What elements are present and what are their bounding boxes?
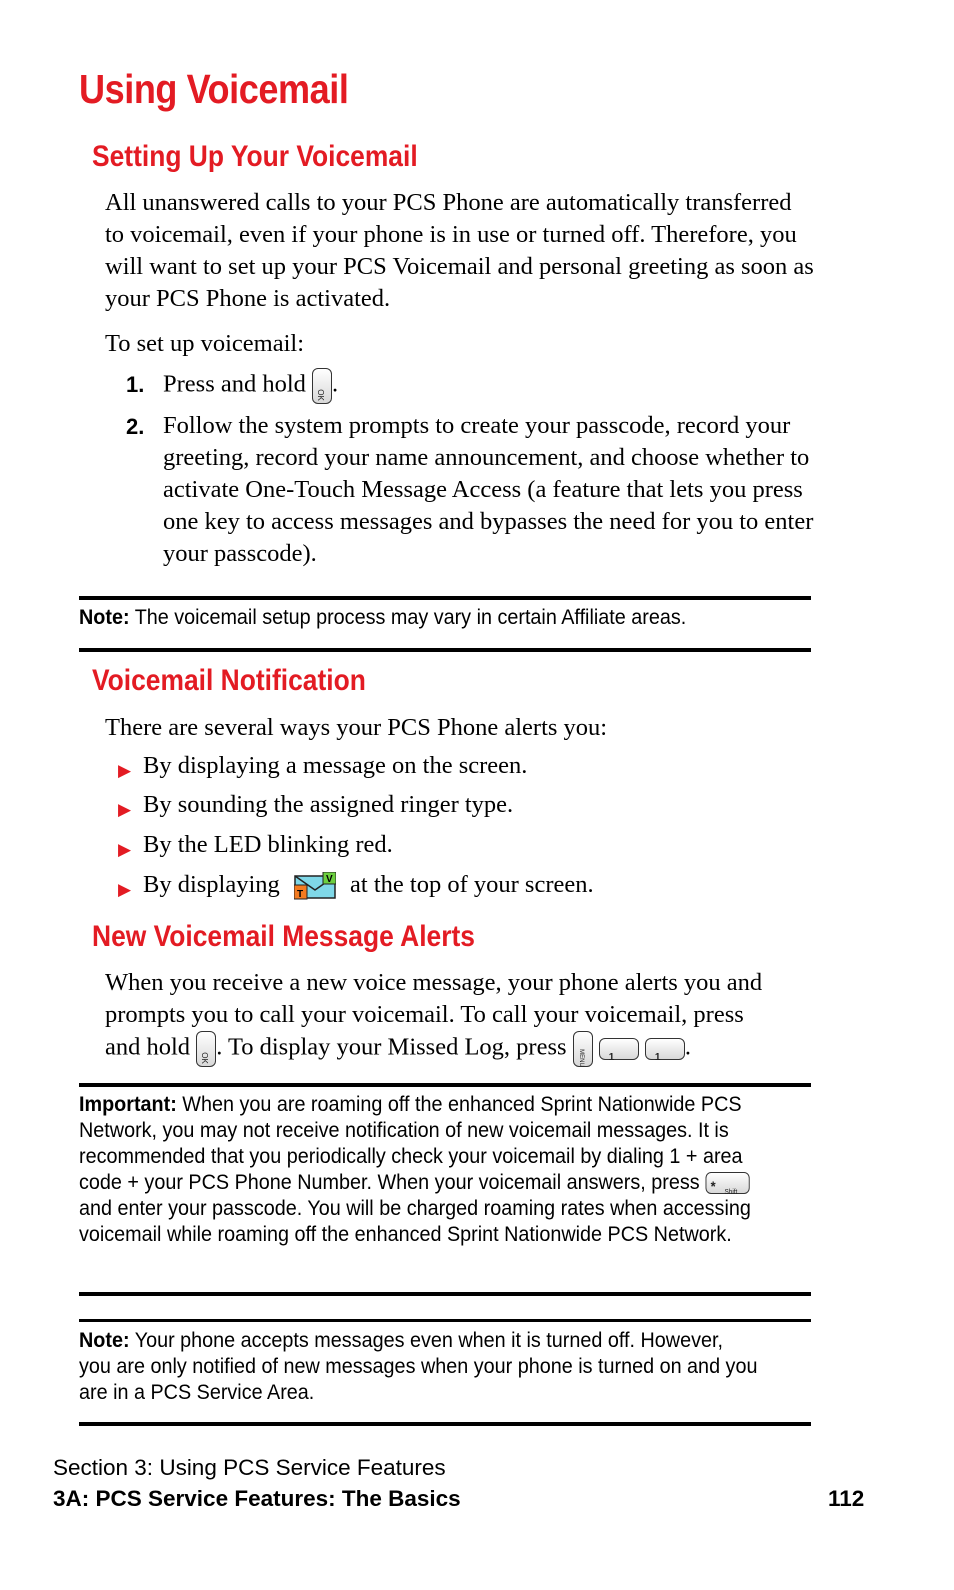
important-text-after: and enter your passcode. You will be charged roaming rates when accessing voicemail while roaming off the enhanced Sprint Nationwide PCS Network. bbox=[79, 1196, 751, 1246]
footer-section: Section 3: Using PCS Service Features bbox=[53, 1455, 446, 1480]
notification-heading: Voicemail Notification bbox=[92, 664, 366, 697]
step-1-number: 1. bbox=[126, 372, 145, 397]
alerts-missed-log: . To display your Missed Log, press bbox=[216, 1033, 567, 1061]
alerts-line3 bbox=[105, 1031, 815, 1067]
bullet-arrow-icon: ▶ bbox=[118, 761, 132, 780]
note2-top-rule bbox=[79, 1292, 811, 1296]
bullet-item: By sounding the assigned ringer type. bbox=[143, 791, 514, 818]
one-key-icon: 1 bbox=[599, 1038, 639, 1060]
important-top-rule bbox=[79, 1083, 811, 1087]
bullet-item: By the LED blinking red. bbox=[143, 831, 393, 858]
note2-text: Your phone accepts messages even when it is turned off. However, you are only notified of new messages when your phone is turned on and you are in a PCS Service Area. bbox=[79, 1328, 758, 1404]
alerts-line1: When you receive a new voice message, your phone alerts you and bbox=[105, 969, 763, 996]
step-1-period: . bbox=[332, 370, 339, 398]
note1-bottom-rule bbox=[79, 648, 811, 652]
voicemail-envelope-icon bbox=[294, 872, 336, 900]
bullet-item: By displaying a message on the screen. bbox=[143, 752, 528, 779]
setup-heading: Setting Up Your Voicemail bbox=[92, 140, 418, 173]
ok-key-icon: OK bbox=[196, 1031, 216, 1067]
setup-intro: All unanswered calls to your PCS Phone are automatically transferred to voicemail, even if your phone is in use or turned off. Therefore, you will want to set up your PCS Voicemail and personal greeting as soon as your PCS Phone is activated. bbox=[105, 189, 814, 312]
step-2-number: 2. bbox=[126, 414, 145, 439]
bullet-arrow-icon: ▶ bbox=[118, 880, 132, 899]
bullet-icon-after: at the top of your screen. bbox=[350, 871, 594, 898]
alerts-period: . bbox=[684, 1033, 692, 1061]
step-1 bbox=[163, 368, 823, 404]
bullet-item-icon bbox=[143, 869, 594, 901]
page-title: Using Voicemail bbox=[79, 66, 349, 112]
note1-top-rule bbox=[79, 596, 811, 600]
setup-lead: To set up voicemail: bbox=[105, 330, 305, 357]
alerts-and-hold: and hold bbox=[105, 1033, 191, 1061]
bullet-icon-before: By displaying bbox=[143, 871, 280, 898]
menu-key-icon: MENU bbox=[573, 1031, 593, 1067]
note1 bbox=[79, 604, 760, 630]
note1-text: The voicemail setup process may vary in certain Affiliate areas. bbox=[134, 605, 687, 629]
step-2-text: Follow the system prompts to create your passcode, record your greeting, record your name announcement, and choose whether to activate One-Touch Message Access (a feature that lets you press one key to access messages and bypasses the need for you to enter your passcode). bbox=[163, 412, 814, 567]
footer-chapter: 3A: PCS Service Features: The Basics bbox=[53, 1486, 461, 1511]
alerts-line2: prompts you to call your voicemail. To call your voicemail, press bbox=[105, 1001, 744, 1028]
step-1-text: Press and hold bbox=[163, 370, 306, 398]
note2-bottom-rule bbox=[79, 1422, 811, 1426]
notification-lead: There are several ways your PCS Phone alerts you: bbox=[105, 714, 608, 741]
page-number: 112 bbox=[828, 1486, 865, 1511]
note1-label: Note: bbox=[79, 605, 130, 629]
important-text-before: When you are roaming off the enhanced Sprint Nationwide PCS Network, you may not receive notification of new voicemail messages. It is recommended that you periodically check your voicemail by dialing 1 + area code + your PCS Phone Number. When your voicemail answers, press bbox=[79, 1092, 743, 1194]
svg-text:V: V bbox=[325, 874, 333, 886]
note2-second-rule bbox=[79, 1319, 811, 1322]
important-note bbox=[79, 1091, 760, 1247]
alerts-heading: New Voicemail Message Alerts bbox=[92, 920, 475, 953]
one-key-icon: 1 bbox=[645, 1038, 685, 1060]
note2-label: Note: bbox=[79, 1328, 130, 1352]
bullet-arrow-icon: ▶ bbox=[118, 840, 132, 859]
svg-text:T: T bbox=[296, 889, 304, 901]
important-label: Important: bbox=[79, 1092, 177, 1116]
bullet-arrow-icon: ▶ bbox=[118, 800, 132, 819]
star-shift-key-icon: * Shift bbox=[705, 1172, 749, 1194]
note2 bbox=[79, 1327, 760, 1405]
ok-key-icon: OK bbox=[312, 368, 332, 404]
